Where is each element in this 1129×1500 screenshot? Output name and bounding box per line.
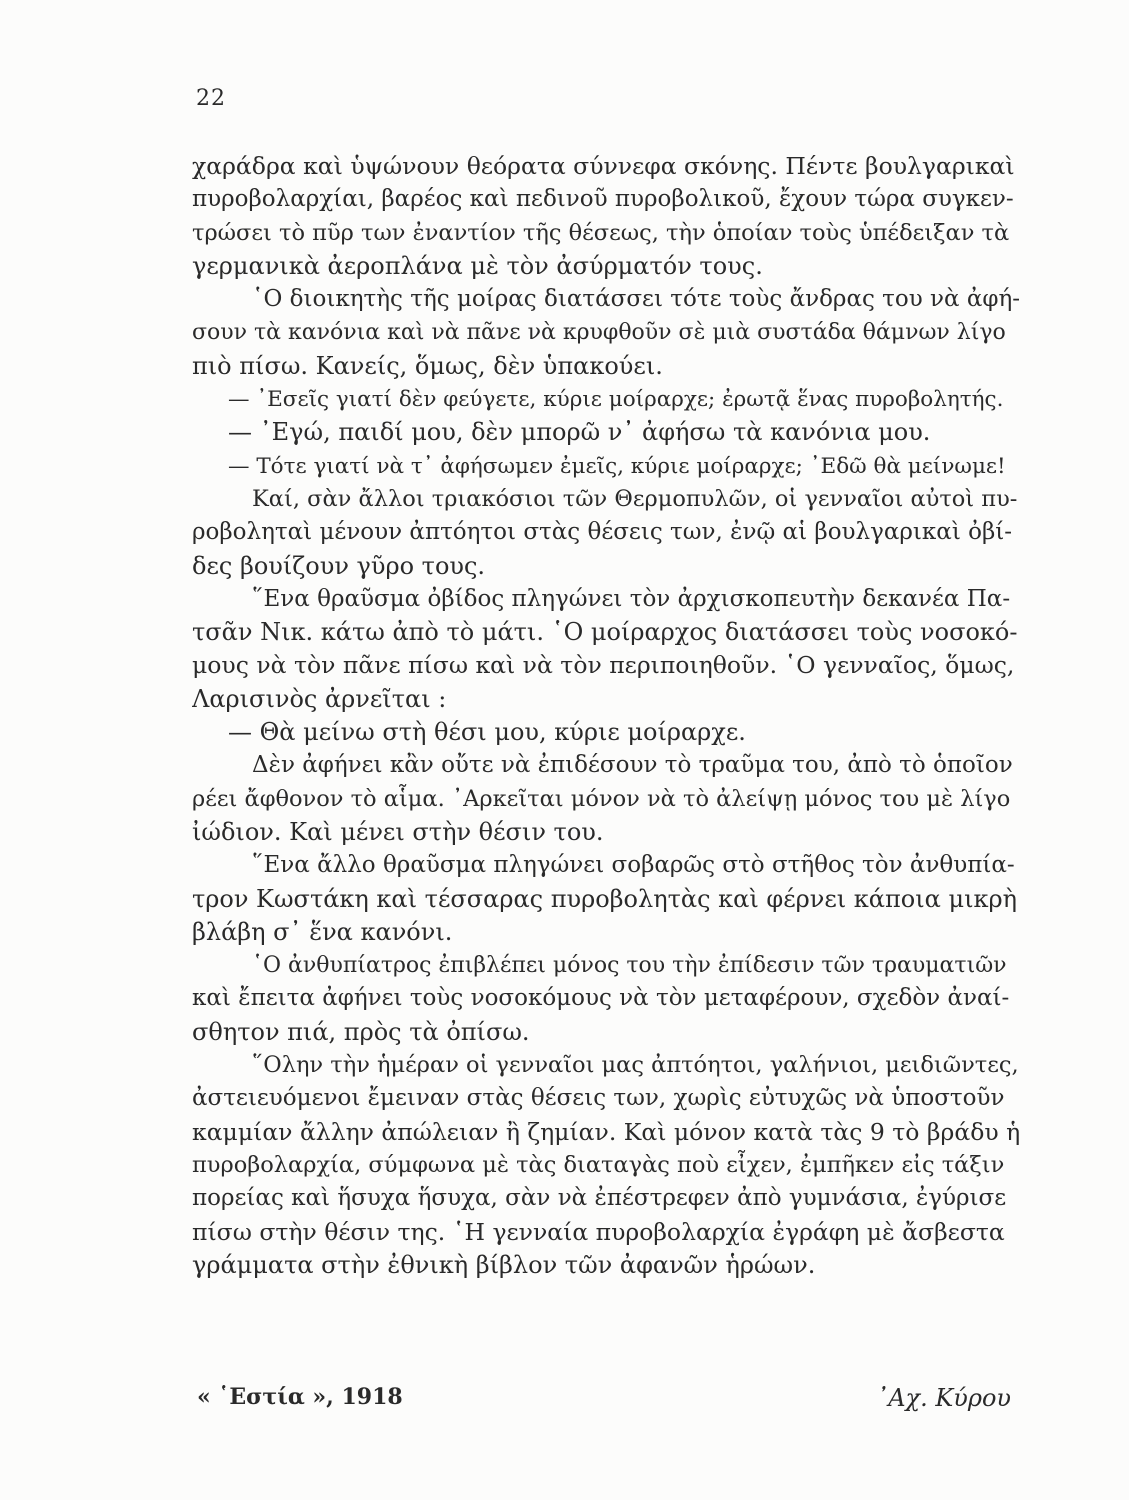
text-line: πυροβολαρχίαι, βαρέος καὶ πεδινοῦ πυροβολικοῦ, ἔχουν τώρα συγκεν- [192, 186, 1014, 213]
text-line: χαράδρα καὶ ὑψώνουν θεόρατα σύννεφα σκόνης. Πέντε βουλγαρικαὶ [192, 152, 1015, 180]
text-line: ροβοληταὶ μένουν ἀπτόητοι στὰς θέσεις των, ἐνῷ αἱ βουλγαρικαὶ ὀβί- [192, 519, 1013, 546]
text-line: γερμανικὰ ἀεροπλάνα μὲ τὸν ἀσύρματόν τους. [192, 251, 763, 280]
text-line: Καί, σὰν ἄλλοι τριακόσιοι τῶν Θερμοπυλῶν, οἱ γενναῖοι αὐτοὶ πυ- [252, 485, 1018, 512]
text-line: δες βουίζουν γῦρο τους. [192, 551, 486, 580]
text-line: βλάβη σ᾿ ἕνα κανόνι. [192, 917, 453, 946]
text-line: ῾Ο διοικητὴς τῆς μοίρας διατάσσει τότε τοὺς ἄνδρας του νὰ ἀφή- [252, 286, 1020, 313]
text-line: — Τότε γιατί νὰ τ᾿ ἀφήσωμεν ἐμεῖς, κύριε μοίραρχε; ᾿Εδῶ θὰ μείνωμε! [228, 453, 1006, 479]
text-line: ἀστειευόμενοι ἔμειναν στὰς θέσεις των, χωρὶς εὐτυχῶς νὰ ὑποστοῦν [192, 1085, 1005, 1112]
text-line: — ᾿Εσεῖς γιατί δὲν φεύγετε, κύριε μοίραρχε; ἐρωτᾷ ἕνας πυροβολητής. [228, 387, 1004, 413]
text-line: ῾Ο ἀνθυπίατρος ἐπιβλέπει μόνος του τὴν ἐπίδεσιν τῶν τραυματιῶν [252, 953, 1007, 979]
page-number: 22 [196, 86, 226, 111]
footer-source: « ῾Εστία », 1918 [197, 1384, 403, 1410]
text-line: γράμματα στὴν ἐθνικὴ βίβλον τῶν ἀφανῶν ἡρώων. [192, 1250, 816, 1279]
text-line: καμμίαν ἄλλην ἀπώλειαν ἢ ζημίαν. Καὶ μόνον κατὰ τὰς 9 τὸ βράδυ ἡ [192, 1117, 1020, 1146]
text-line: — ᾿Εγώ, παιδί μου, δὲν μπορῶ ν᾿ ἀφήσω τὰ κανόνια μου. [228, 418, 931, 447]
text-line: Λαρισινὸς ἀρνεῖται : [192, 684, 447, 713]
text-line: πορείας καὶ ἥσυχα ἥσυχα, σὰν νὰ ἐπέστρεφεν ἀπὸ γυμνάσια, ἐγύρισε [192, 1185, 1007, 1212]
body-text [192, 150, 1020, 1282]
text-line: τσᾶν Νικ. κάτω ἀπὸ τὸ μάτι. ῾Ο μοίραρχος διατάσσει τοὺς νοσοκό- [192, 618, 1018, 647]
text-line: πυροβολαρχία, σύμφωνα μὲ τὰς διαταγὰς ποὺ εἶχεν, ἐμπῆκεν εἰς τάξιν [192, 1151, 1005, 1178]
text-line: καὶ ἔπειτα ἀφήνει τοὺς νοσοκόμους νὰ τὸν μεταφέρουν, σχεδὸν ἀναί- [192, 985, 1010, 1012]
text-line: ῞Ολην τὴν ἡμέραν οἱ γενναῖοι μας ἀπτόητοι, γαλήνιοι, μειδιῶντες, [252, 1052, 1019, 1079]
text-line: σθητον πιά, πρὸς τὰ ὀπίσω. [192, 1017, 530, 1046]
text-line: ῞Ενα θραῦσμα ὀβίδος πληγώνει τὸν ἀρχισκοπευτὴν δεκανέα Πα- [252, 585, 1011, 612]
text-line: ἰώδιον. Καὶ μένει στὴν θέσιν του. [192, 817, 604, 846]
text-line: σουν τὰ κανόνια καὶ νὰ πᾶνε νὰ κρυφθοῦν σὲ μιὰ συστάδα θάμνων λίγο [192, 320, 1006, 346]
footer-author: ᾿Αχ. Κύρου [876, 1384, 1011, 1412]
text-line: ῞Ενα ἄλλο θραῦσμα πληγώνει σοβαρῶς στὸ στῆθος τὸν ἀνθυπία- [252, 852, 1015, 879]
text-line: τρώσει τὸ πῦρ των ἐναντίον τῆς θέσεως, τὴν ὁποίαν τοὺς ὑπέδειξαν τὰ [192, 219, 1010, 246]
text-line: — Θὰ μείνω στὴ θέσι μου, κύριε μοίραρχε. [228, 718, 746, 747]
text-line: μους νὰ τὸν πᾶνε πίσω καὶ νὰ τὸν περιποιηθοῦν. ῾Ο γενναῖος, ὅμως, [192, 651, 1015, 680]
text-line: πιὸ πίσω. Κανείς, ὅμως, δὲν ὑπακούει. [192, 351, 663, 380]
text-line: ρέει ἄφθονον τὸ αἷμα. ᾿Αρκεῖται μόνον νὰ τὸ ἀλείψῃ μόνος του μὲ λίγο [192, 785, 1011, 812]
text-line: Δὲν ἀφήνει κἂν οὔτε νὰ ἐπιδέσουν τὸ τραῦμα του, ἀπὸ τὸ ὁποῖον [252, 752, 1013, 779]
text-line: πίσω στὴν θέσιν της. ῾Η γενναία πυροβολαρχία ἐγράφη μὲ ἄσβεστα [192, 1217, 1005, 1246]
text-line: τρον Κωστάκη καὶ τέσσαρας πυροβολητὰς καὶ φέρνει κάποια μικρὴ [192, 884, 1017, 913]
